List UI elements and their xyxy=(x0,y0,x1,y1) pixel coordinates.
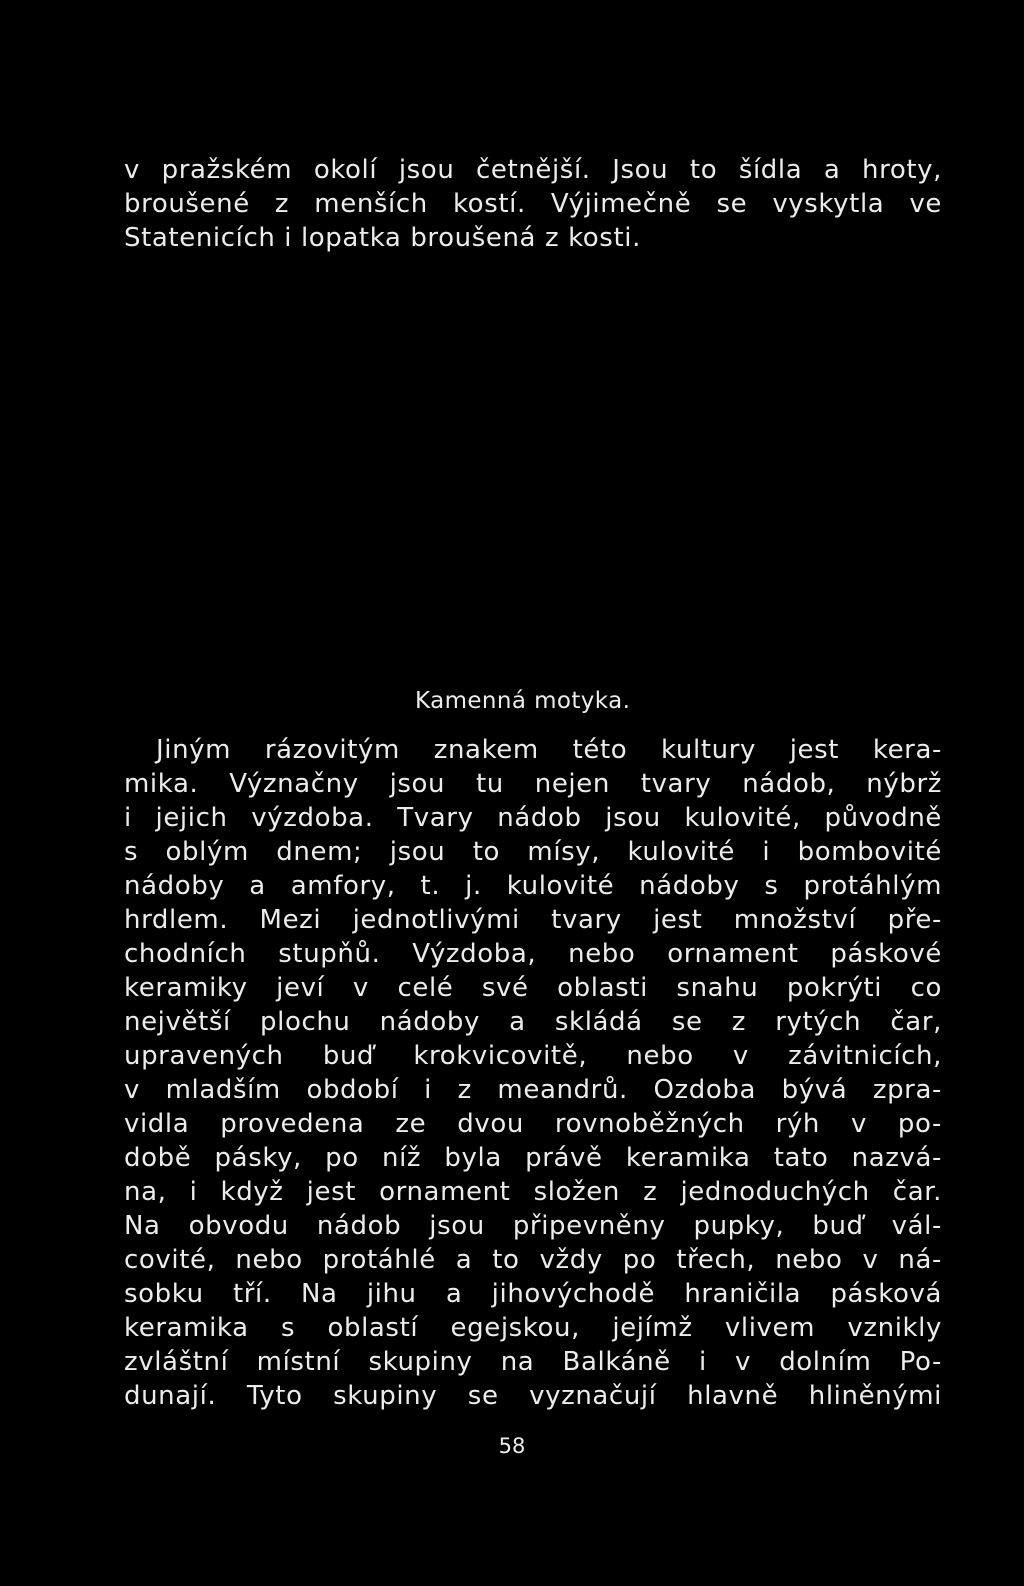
body-text-line: v pražském okolí jsou četnější. Jsou to šídla a hroty, xyxy=(124,155,942,185)
figure-area xyxy=(124,270,942,670)
body-text-line: covité, nebo protáhlé a to vždy po třech, nebo v ná- xyxy=(124,1245,942,1275)
body-text-line: mika. Význačny jsou tu nejen tvary nádob, nýbrž xyxy=(124,769,942,799)
body-text-line: dunají. Tyto skupiny se vyznačují hlavně hliněnými xyxy=(124,1381,942,1411)
body-text-line: vidla provedena ze dvou rovnoběžných rýh v po- xyxy=(124,1109,942,1139)
figure-caption: Kamenná motyka. xyxy=(415,688,631,714)
body-text-line: největší plochu nádoby a skládá se z rytých čar, xyxy=(124,1007,942,1037)
body-text-line: hrdlem. Mezi jednotlivými tvary jest množství pře- xyxy=(124,905,942,935)
body-text-line: zvláštní místní skupiny na Balkáně i v dolním Po- xyxy=(124,1347,942,1377)
body-text-line: době pásky, po níž byla právě keramika tato nazvá- xyxy=(124,1143,942,1173)
body-text-line: nádoby a amfory, t. j. kulovité nádoby s protáhlým xyxy=(124,871,942,901)
body-text-line: upravených buď krokvicovitě, nebo v závitnicích, xyxy=(124,1041,942,1071)
body-text-line: keramiky jeví v celé své oblasti snahu pokrýti co xyxy=(124,973,942,1003)
body-text-line: na, i když jest ornament složen z jednoduchých čar. xyxy=(124,1177,942,1207)
body-text-line: Na obvodu nádob jsou připevněny pupky, buď vál- xyxy=(124,1211,942,1241)
body-text-line: v mladším období i z meandrů. Ozdoba bývá zpra- xyxy=(124,1075,942,1105)
body-text-line: chodních stupňů. Výzdoba, nebo ornament páskové xyxy=(124,939,942,969)
body-text-line: s oblým dnem; jsou to mísy, kulovité i bombovité xyxy=(124,837,942,867)
body-text-line: Statenicích i lopatka broušená z kosti. xyxy=(124,223,641,253)
body-text-line: i jejich výzdoba. Tvary nádob jsou kulovité, původně xyxy=(124,803,942,833)
body-text-line: Jiným rázovitým znakem této kultury jest kera- xyxy=(156,735,942,765)
body-text-line: keramika s oblastí egejskou, jejímž vlivem vznikly xyxy=(124,1313,942,1343)
body-text-line: broušené z menších kostí. Výjimečně se vyskytla ve xyxy=(124,189,942,219)
body-text-line: sobku tří. Na jihu a jihovýchodě hraničila pásková xyxy=(124,1279,942,1309)
page-number: 58 xyxy=(498,1434,526,1458)
